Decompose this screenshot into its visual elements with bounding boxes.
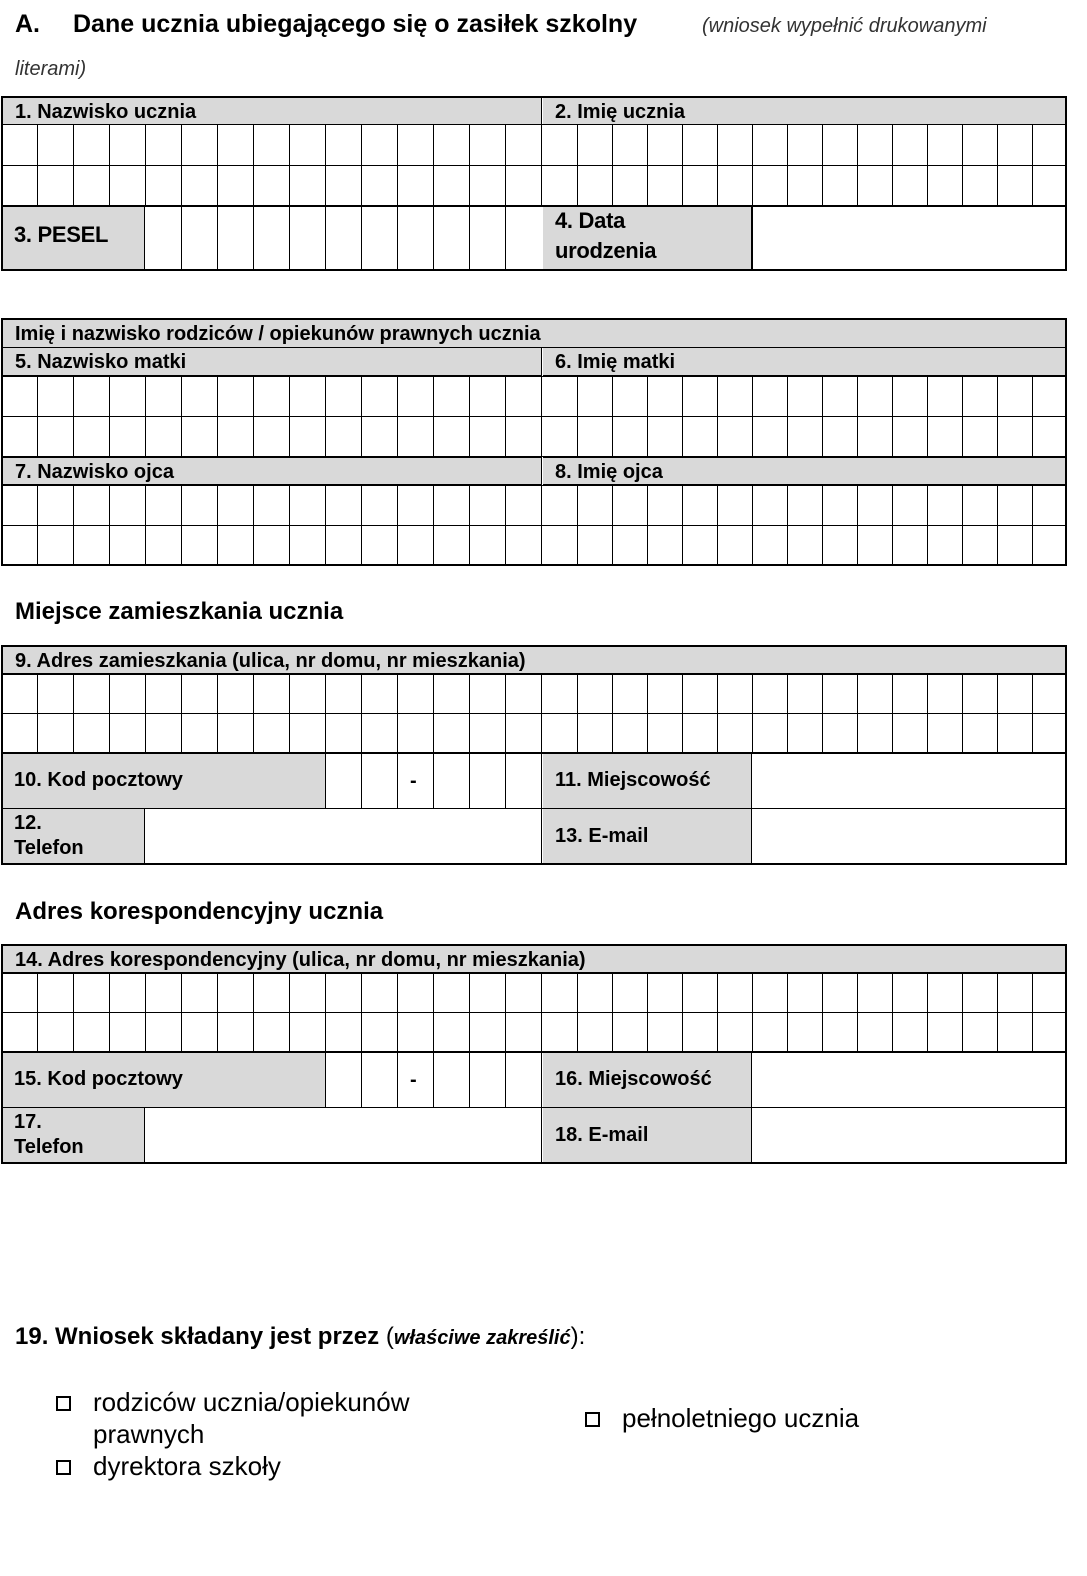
father-name-label: 8. Imię ojca	[543, 457, 1065, 485]
paren-close: ):	[570, 1323, 586, 1350]
correspondence-postal-dash: -	[410, 1069, 417, 1091]
correspondence-email-input[interactable]	[753, 1108, 1065, 1162]
option-adult-student-checkbox[interactable]	[585, 1412, 600, 1427]
option-parents[interactable]	[56, 1386, 410, 1450]
correspondence-address-label: 14. Adres korespondencyjny (ulica, nr domu, nr mieszkania)	[3, 946, 1065, 973]
residence-city-label: 11. Miejscowość	[555, 769, 711, 791]
residence-phone-input[interactable]	[145, 809, 541, 863]
correspondence-email-label: 18. E-mail	[555, 1124, 649, 1146]
option-parents-label-line1: rodziców ucznia/opiekunów	[93, 1387, 410, 1417]
dob-input[interactable]	[753, 207, 1065, 269]
option-adult-student-label: pełnoletniego ucznia	[622, 1403, 860, 1433]
residence-address-label: 9. Adres zamieszkania (ulica, nr domu, nr mieszkania)	[3, 647, 1065, 674]
residence-email-label: 13. E-mail	[555, 825, 649, 847]
paren-open: (	[385, 1323, 394, 1350]
pesel-label: 3. PESEL	[14, 222, 109, 247]
correspondence-city-input[interactable]	[753, 1053, 1065, 1107]
parents-header: Imię i nazwisko rodziców / opiekunów prawnych ucznia	[3, 320, 1065, 348]
option-parents-checkbox[interactable]	[56, 1396, 71, 1411]
mother-surname-label: 5. Nazwisko matki	[3, 348, 541, 376]
correspondence-phone-input[interactable]	[145, 1108, 541, 1162]
mother-name-label: 6. Imię matki	[543, 348, 1065, 376]
option-director-checkbox[interactable]	[56, 1460, 71, 1475]
residence-phone-label-line2: Telefon	[14, 837, 84, 859]
residence-phone-label-line1: 12.	[14, 812, 42, 834]
option-parents-label-line2: prawnych	[93, 1419, 205, 1449]
option-adult-student[interactable]	[585, 1402, 859, 1434]
dob-label-line2: urodzenia	[555, 238, 657, 263]
name-label: 2. Imię ucznia	[543, 98, 1065, 125]
correspondence-phone-label-line2: Telefon	[14, 1136, 84, 1158]
father-surname-label: 7. Nazwisko ojca	[3, 457, 541, 485]
residence-city-input[interactable]	[753, 754, 1065, 808]
submitted-by-question-text: 19. Wniosek składany jest przez	[15, 1323, 380, 1350]
submitted-by-question	[15, 1323, 585, 1351]
correspondence-section-title: Adres korespondencyjny ucznia	[15, 898, 384, 925]
dob-label-line1: 4. Data	[555, 208, 626, 233]
residence-postal-label: 10. Kod pocztowy	[14, 769, 183, 791]
correspondence-postal-label: 15. Kod pocztowy	[14, 1068, 183, 1090]
residence-email-input[interactable]	[753, 809, 1065, 863]
section-title: Dane ucznia ubiegającego się o zasiłek szkolny	[73, 10, 638, 38]
residence-section-title: Miejsce zamieszkania ucznia	[15, 598, 344, 625]
correspondence-city-label: 16. Miejscowość	[555, 1068, 712, 1090]
correspondence-phone-label-line1: 17.	[14, 1111, 42, 1133]
option-director[interactable]	[56, 1450, 281, 1482]
section-letter: A.	[15, 10, 40, 38]
surname-label: 1. Nazwisko ucznia	[3, 98, 541, 125]
submitted-by-instruction: właściwe zakreślić	[393, 1327, 571, 1349]
section-note: (wniosek wypełnić drukowanymi	[702, 15, 987, 37]
option-director-label: dyrektora szkoły	[93, 1451, 281, 1481]
section-note-continued: literami)	[15, 58, 87, 80]
residence-postal-dash: -	[410, 770, 417, 792]
